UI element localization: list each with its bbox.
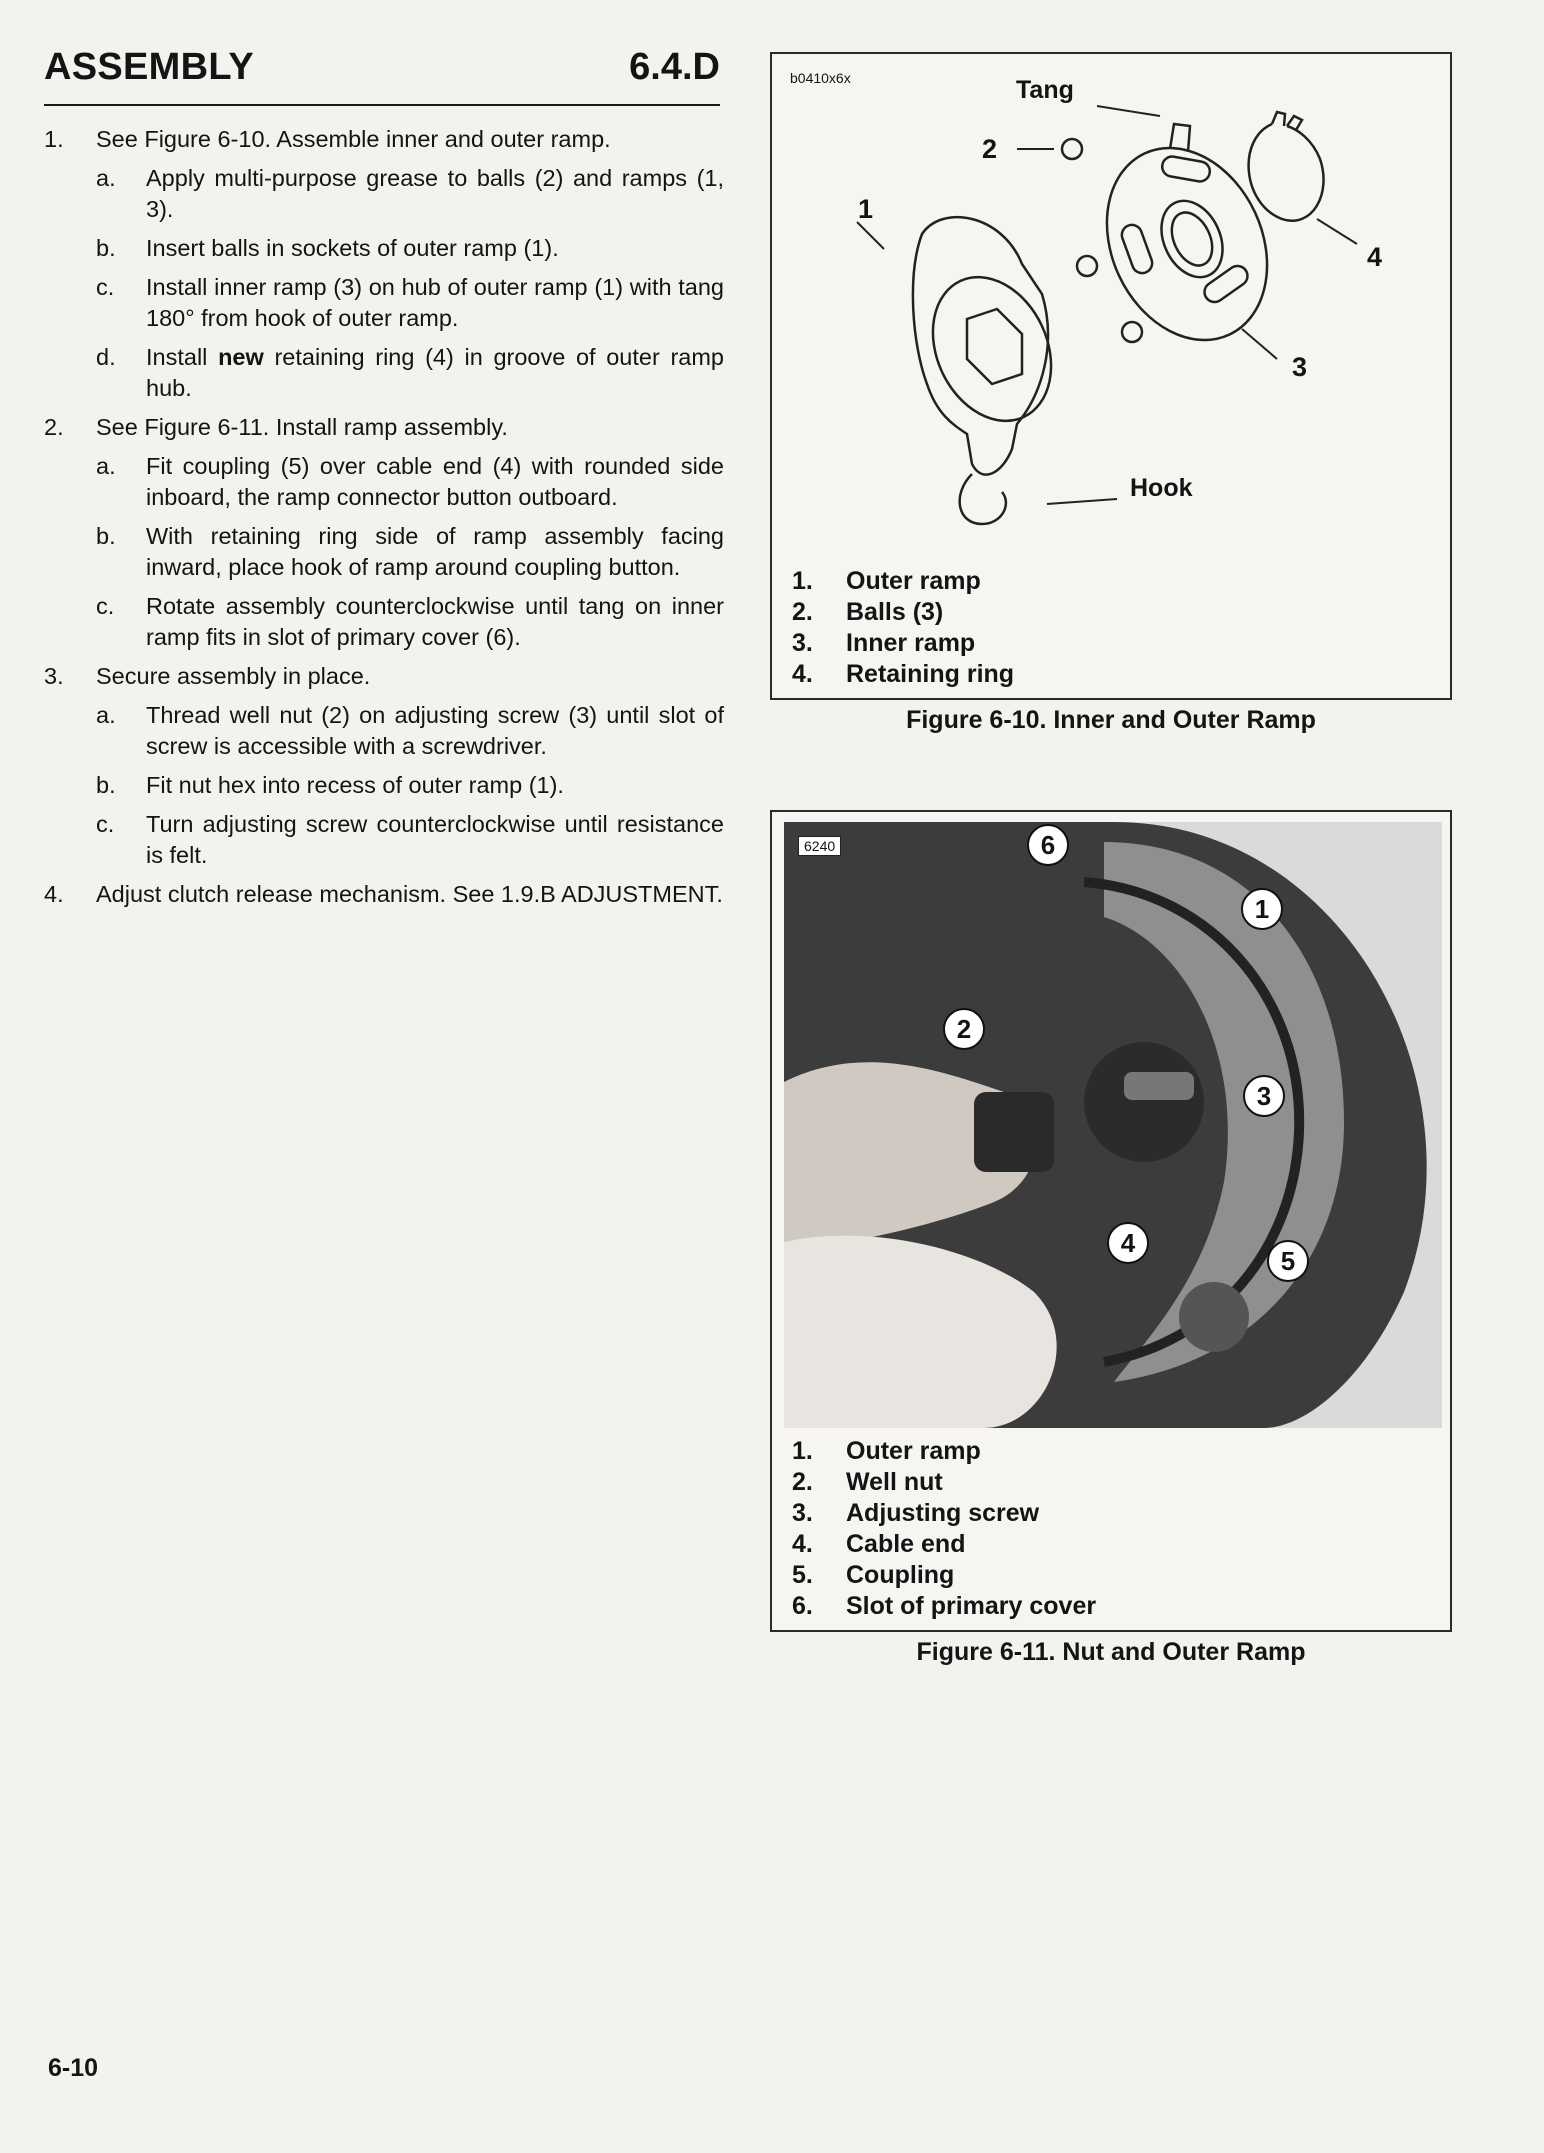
legend-text: Slot of primary cover xyxy=(846,1592,1097,1620)
substep-letter: b. xyxy=(96,523,116,549)
step-1 xyxy=(44,124,724,155)
substep-text-pre: Install xyxy=(146,344,219,370)
substep-text: Install inner ramp (3) on hub of outer ramp (1) with tang 180° from hook of outer ramp. xyxy=(146,274,724,331)
step-number: 3. xyxy=(44,663,64,689)
section-number: 6.4.D xyxy=(629,46,720,88)
step-4 xyxy=(44,879,724,910)
ramp-exploded-drawing xyxy=(772,54,1450,554)
callout-3-label: 3 xyxy=(1292,352,1308,382)
figure-code: b0410x6x xyxy=(790,70,851,86)
legend-item xyxy=(792,1436,1096,1467)
substep-text: Fit coupling (5) over cable end (4) with rounded side inboard, the ramp connector button outboard. xyxy=(146,453,724,510)
legend-text: Outer ramp xyxy=(846,567,981,595)
legend-item xyxy=(792,659,1014,690)
figure-6-11 xyxy=(770,810,1452,1632)
legend-item xyxy=(792,1560,1096,1591)
substep-1a xyxy=(44,163,724,225)
legend-number: 1. xyxy=(792,1437,813,1465)
substep-letter: b. xyxy=(96,772,116,798)
callout-4: 4 xyxy=(1107,1222,1149,1264)
step-text: Secure assembly in place. xyxy=(96,663,371,689)
legend-text: Cable end xyxy=(846,1530,966,1558)
callout-1-label: 1 xyxy=(858,194,874,224)
legend-number: 5. xyxy=(792,1561,813,1589)
substep-text-post: retaining ring (4) in groove of outer ramp hub. xyxy=(146,344,724,401)
hook-label: Hook xyxy=(1130,474,1193,502)
substep-letter: a. xyxy=(96,453,116,479)
legend-item xyxy=(792,597,1014,628)
callout-2-label: 2 xyxy=(982,134,998,164)
callout-4-label: 4 xyxy=(1367,242,1383,272)
substep-letter: b. xyxy=(96,235,116,261)
callout-6: 6 xyxy=(1027,824,1069,866)
legend-item xyxy=(792,1498,1096,1529)
legend-number: 1. xyxy=(792,567,813,595)
substep-text: Apply multi-purpose grease to balls (2) and ramps (1, 3). xyxy=(146,165,724,222)
step-number: 1. xyxy=(44,126,64,152)
procedure-steps xyxy=(44,124,724,918)
substep-letter: c. xyxy=(96,811,115,837)
substep-text: Thread well nut (2) on adjusting screw (3) until slot of screw is accessible with a screwdriver. xyxy=(146,702,724,759)
substep-3b xyxy=(44,770,724,801)
callout-1: 1 xyxy=(1241,888,1283,930)
figure-legend xyxy=(792,566,1014,690)
step-2 xyxy=(44,412,724,443)
step-3 xyxy=(44,661,724,692)
legend-text: Balls (3) xyxy=(846,598,944,626)
substep-text: With retaining ring side of ramp assembly facing inward, place hook of ramp around coupling button. xyxy=(146,523,724,580)
legend-item xyxy=(792,628,1014,659)
legend-text: Adjusting screw xyxy=(846,1499,1040,1527)
step-text: See Figure 6-11. Install ramp assembly. xyxy=(96,414,508,440)
legend-number: 6. xyxy=(792,1592,813,1620)
callout-3: 3 xyxy=(1243,1075,1285,1117)
photo-code: 6240 xyxy=(798,836,841,856)
photo-nut-and-outer-ramp xyxy=(784,822,1442,1428)
substep-text: Fit nut hex into recess of outer ramp (1). xyxy=(146,772,564,798)
substep-1b xyxy=(44,233,724,264)
page-title: ASSEMBLY xyxy=(44,46,255,88)
legend-number: 2. xyxy=(792,1468,813,1496)
legend-number: 4. xyxy=(792,660,813,688)
step-number: 4. xyxy=(44,881,64,907)
substep-2a xyxy=(44,451,724,513)
legend-number: 2. xyxy=(792,598,813,626)
step-text: Adjust clutch release mechanism. See 1.9.B ADJUSTMENT. xyxy=(96,881,723,907)
legend-number: 3. xyxy=(792,629,813,657)
legend-text: Coupling xyxy=(846,1561,955,1589)
photo-illustration xyxy=(784,822,1442,1428)
substep-text: Rotate assembly counterclockwise until tang on inner ramp fits in slot of primary cover (6). xyxy=(146,593,724,650)
substep-1c xyxy=(44,272,724,334)
callout-2: 2 xyxy=(943,1008,985,1050)
substep-3c xyxy=(44,809,724,871)
figure-caption: Figure 6-10. Inner and Outer Ramp xyxy=(906,706,1316,734)
substep-letter: d. xyxy=(96,344,116,370)
legend-item xyxy=(792,1467,1096,1498)
figure-6-10 xyxy=(770,52,1452,700)
substep-letter: a. xyxy=(96,702,116,728)
legend-item xyxy=(792,566,1014,597)
figure-legend xyxy=(792,1436,1096,1622)
substep-text: Turn adjusting screw counterclockwise until resistance is felt. xyxy=(146,811,724,868)
tang-label: Tang xyxy=(1016,76,1074,104)
legend-text: Outer ramp xyxy=(846,1437,981,1465)
substep-text: Insert balls in sockets of outer ramp (1). xyxy=(146,235,559,261)
substep-letter: c. xyxy=(96,593,115,619)
page-number: 6-10 xyxy=(48,2054,99,2082)
substep-1d xyxy=(44,342,724,404)
step-text: See Figure 6-10. Assemble inner and outer ramp. xyxy=(96,126,611,152)
legend-item xyxy=(792,1591,1096,1622)
legend-text: Well nut xyxy=(846,1468,943,1496)
figure-caption: Figure 6-11. Nut and Outer Ramp xyxy=(916,1638,1306,1666)
substep-3a xyxy=(44,700,724,762)
substep-letter: c. xyxy=(96,274,115,300)
substep-2b xyxy=(44,521,724,583)
legend-text: Retaining ring xyxy=(846,660,1015,688)
substep-2c xyxy=(44,591,724,653)
legend-item xyxy=(792,1529,1096,1560)
substep-text-bold: new xyxy=(218,344,264,370)
legend-number: 4. xyxy=(792,1530,813,1558)
header-rule xyxy=(44,104,720,106)
legend-number: 3. xyxy=(792,1499,813,1527)
step-number: 2. xyxy=(44,414,64,440)
legend-text: Inner ramp xyxy=(846,629,976,657)
callout-5: 5 xyxy=(1267,1240,1309,1282)
substep-letter: a. xyxy=(96,165,116,191)
